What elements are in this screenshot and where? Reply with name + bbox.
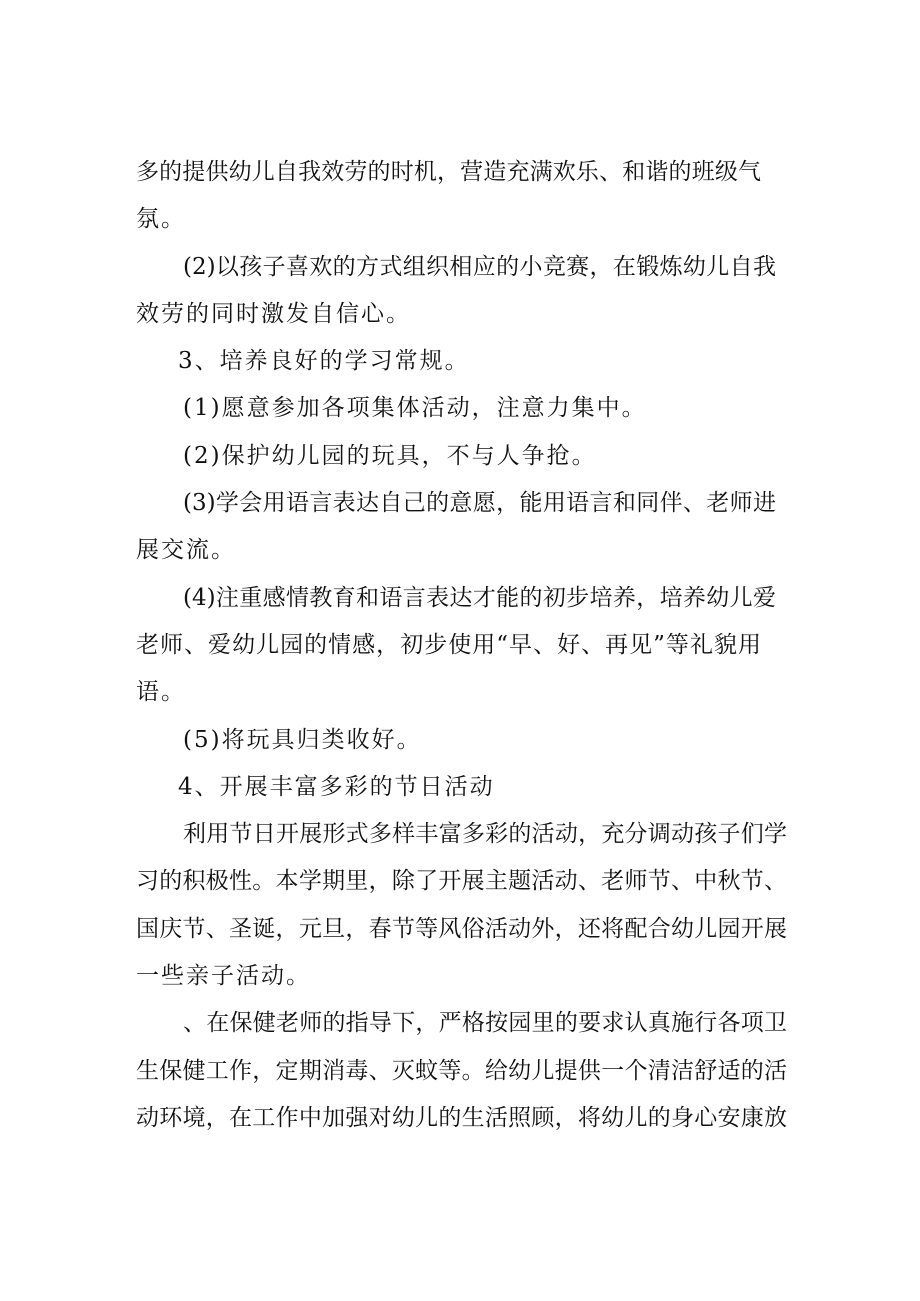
list-item-line: (3)学会用语言表达自己的意愿，能用语言和同伴、老师进	[183, 490, 776, 517]
list-item-line: 效劳的同时激发自信心。	[136, 300, 411, 327]
paragraph-line: 动环境，在工作中加强对幼儿的生活照顾，将幼儿的身心安康放	[136, 1104, 787, 1131]
list-item-line: 老师、爱幼儿园的情感，初步使用“早、好、再见”等礼貌用	[136, 631, 761, 658]
paragraph-line: 国庆节、圣诞，元旦，春节等风俗活动外，还将配合幼儿园开展	[136, 915, 787, 942]
paragraph-line: 氛。	[136, 206, 186, 233]
list-item-line: 展交流。	[136, 537, 236, 564]
list-item-line: (5)将玩具归类收好。	[183, 726, 422, 753]
paragraph-line: 习的积极性。本学期里，除了开展主题活动、老师节、中秋节、	[136, 868, 787, 895]
list-item-line: (2)保护幼儿园的玩具，不与人争抢。	[183, 442, 597, 469]
paragraph-line: 、在保健老师的指导下，严格按园里的要求认真施行各项卫	[183, 1010, 787, 1037]
section-heading: 4、开展丰富多彩的节日活动	[178, 773, 495, 800]
list-item-line: (1)愿意参加各项集体活动，注意力集中。	[183, 395, 647, 422]
paragraph-line: 生保健工作，定期消毒、灭蚊等。给幼儿提供一个清洁舒适的活	[136, 1057, 787, 1084]
list-item-line: 语。	[136, 679, 186, 706]
paragraph-line: 一些亲子活动。	[136, 963, 311, 990]
list-item-line: (2)以孩子喜欢的方式组织相应的小竞赛，在锻炼幼儿自我	[183, 253, 776, 280]
section-heading: 3、培养良好的学习常规。	[178, 348, 470, 375]
paragraph-line: 多的提供幼儿自我效劳的时机，营造充满欢乐、和谐的班级气	[136, 159, 761, 185]
list-item-line: (4)注重感情教育和语言表达才能的初步培养，培养幼儿爱	[183, 584, 776, 611]
paragraph-line: 利用节日开展形式多样丰富多彩的活动，充分调动孩子们学	[183, 821, 787, 848]
document-page	[0, 149, 920, 1142]
